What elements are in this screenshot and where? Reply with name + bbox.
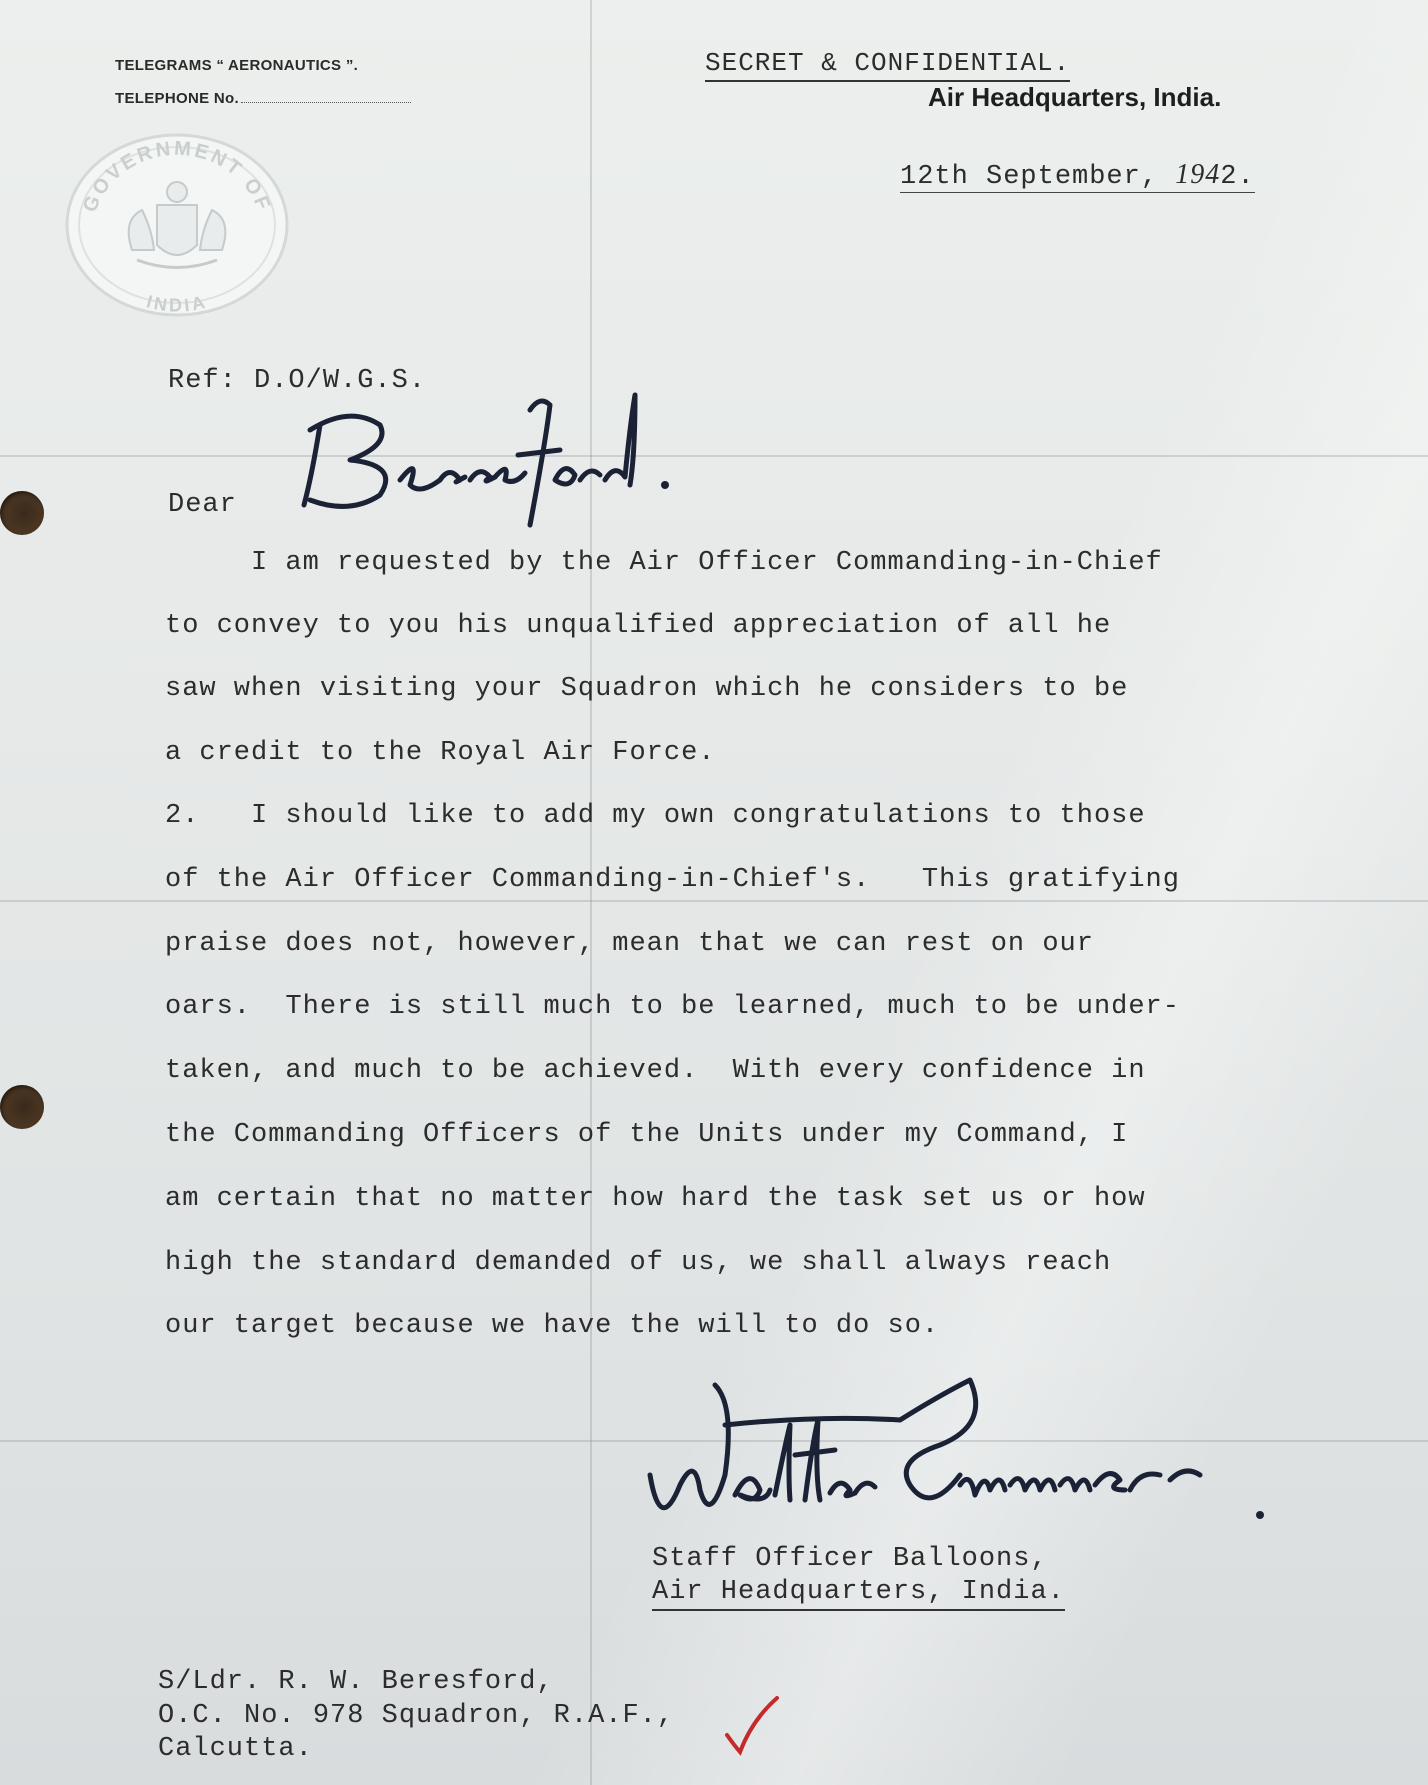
signatory-title: Staff Officer Balloons,	[652, 1544, 1048, 1574]
handwritten-name-beresford	[290, 385, 690, 555]
fold-crease	[0, 455, 1428, 457]
office-heading: Air Headquarters, India.	[928, 82, 1222, 112]
telephone-blank	[241, 102, 411, 103]
addressee-line: Calcutta.	[158, 1734, 313, 1764]
telephone-label: TELEPHONE No.	[115, 90, 239, 107]
signatory-office: Air Headquarters, India.	[652, 1577, 1065, 1607]
government-of-india-seal	[62, 130, 292, 320]
body-line: I am requested by the Air Officer Commanding-in-Chief	[165, 548, 1163, 578]
letter-date: 12th September, 1942.	[900, 159, 1255, 192]
body-line: am certain that no matter how hard the task set us or how	[165, 1184, 1146, 1214]
punch-hole	[0, 491, 44, 535]
body-line: 2. I should like to add my own congratulations to those	[165, 801, 1146, 831]
classification-marking: SECRET & CONFIDENTIAL.	[705, 48, 1070, 78]
addressee-line: S/Ldr. R. W. Beresford,	[158, 1667, 554, 1697]
telegrams-line: TELEGRAMS “ AERONAUTICS ”.	[115, 57, 359, 74]
body-line: of the Air Officer Commanding-in-Chief's. This gratifying	[165, 865, 1180, 895]
body-line: taken, and much to be achieved. With every confidence in	[165, 1056, 1146, 1086]
body-line: a credit to the Royal Air Force.	[165, 738, 716, 768]
body-line: the Commanding Officers of the Units under my Command, I	[165, 1120, 1129, 1150]
punch-hole	[0, 1085, 44, 1129]
seal-text-bottom: INDIA	[144, 291, 210, 316]
reference-line: Ref: D.O/W.G.S.	[168, 366, 427, 396]
red-check-mark-icon	[722, 1690, 782, 1760]
body-line: praise does not, however, mean that we can rest on our	[165, 929, 1094, 959]
addressee-line: O.C. No. 978 Squadron, R.A.F.,	[158, 1701, 675, 1731]
fold-crease	[0, 900, 1428, 902]
salutation-dear: Dear	[168, 490, 237, 520]
handwritten-signature	[640, 1365, 1300, 1540]
body-line: saw when visiting your Squadron which he considers to be	[165, 674, 1129, 704]
telephone-line	[115, 90, 411, 107]
seal-text-top: GOVERNMENT OF	[78, 137, 276, 216]
body-line: high the standard demanded of us, we shall always reach	[165, 1248, 1112, 1278]
body-line: oars. There is still much to be learned, much to be under-	[165, 992, 1180, 1022]
body-line: our target because we have the will to do so.	[165, 1311, 940, 1341]
body-line: to convey to you his unqualified appreciation of all he	[165, 611, 1112, 641]
